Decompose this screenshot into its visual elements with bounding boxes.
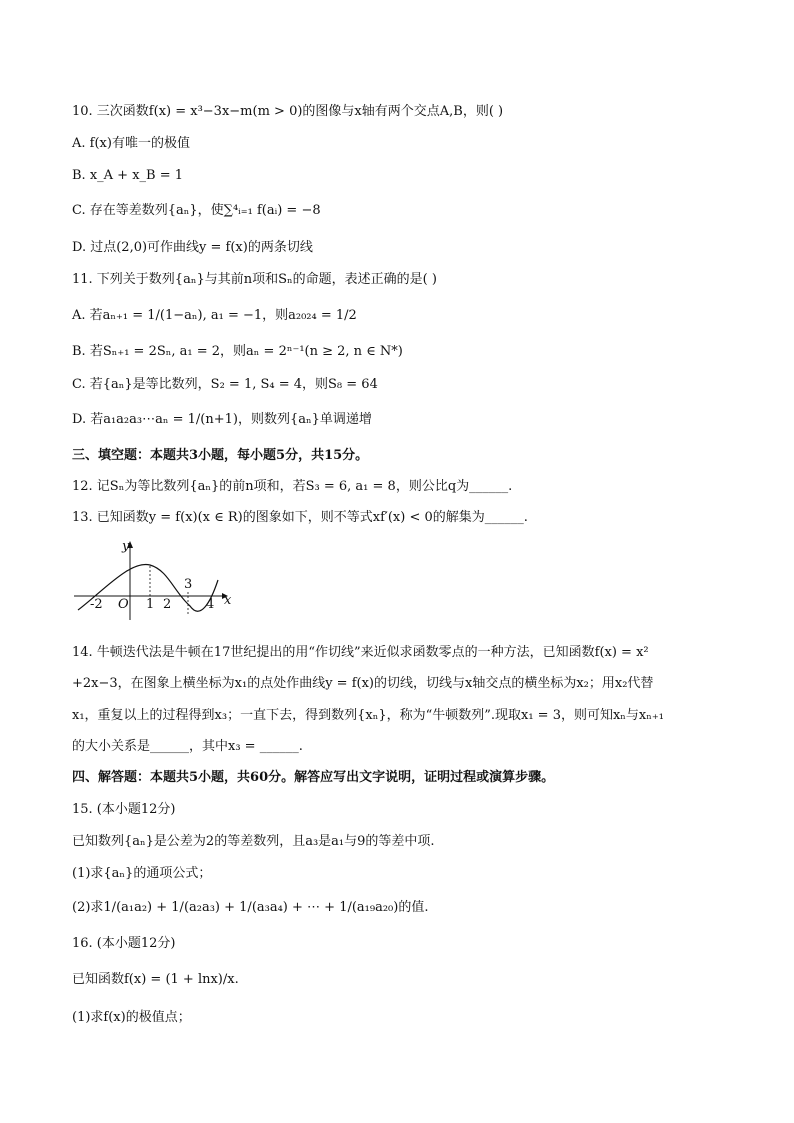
tick-label-4: 4 [206, 597, 215, 612]
function-graph-figure [72, 536, 242, 622]
q10-option-a: A. f(x)有唯一的极值 [72, 136, 190, 151]
q16-stem: 已知函数f(x) = (1 + lnx)/x. [72, 972, 239, 987]
tick-label-2: 2 [163, 597, 172, 612]
q16-title: 16. (本小题12分) [72, 936, 176, 951]
q10-stem: 10. 三次函数f(x) = x³−3x−m(m > 0)的图像与x轴有两个交点A,B，则( ) [72, 104, 504, 119]
q11-option-c: C. 若{aₙ}是等比数列，S₂ = 1, S₄ = 4，则S₈ = 64 [72, 377, 378, 392]
tick-label-3: 3 [184, 577, 193, 592]
q12-stem: 12. 记Sₙ为等比数列{aₙ}的前n项和，若S₃ = 6, a₁ = 8，则公比q为______. [72, 479, 513, 494]
tick-label-neg2: -2 [90, 597, 103, 612]
section-fill-in-heading: 三、填空题：本题共3小题，每小题5分，共15分。 [72, 448, 369, 463]
q15-part-2: (2)求1/(a₁a₂) + 1/(a₂a₃) + 1/(a₃a₄) + ⋯ + 1/(a₁₉a₂₀)的值. [72, 900, 429, 915]
q11-stem: 11. 下列关于数列{aₙ}与其前n项和Sₙ的命题，表述正确的是( ) [72, 272, 437, 287]
origin-label: O [118, 597, 129, 612]
q15-part-1: (1)求{aₙ}的通项公式； [72, 866, 212, 881]
tick-label-1: 1 [146, 597, 155, 612]
y-axis-label: y [122, 539, 130, 554]
x-axis-label: x [224, 593, 232, 608]
q10-option-c: C. 存在等差数列{aₙ}，使∑⁴ᵢ₌₁ f(aᵢ) = −8 [72, 203, 321, 218]
q16-part-1: (1)求f(x)的极值点； [72, 1010, 191, 1025]
q14-line-1: 14. 牛顿迭代法是牛顿在17世纪提出的用“作切线”来近似求函数零点的一种方法，已知函数f(x) = x² [72, 645, 649, 660]
q11-option-a: A. 若aₙ₊₁ = 1/(1−aₙ), a₁ = −1，则a₂₀₂₄ = 1/2 [72, 308, 357, 323]
q10-option-b: B. x_A + x_B = 1 [72, 168, 184, 183]
q15-title: 15. (本小题12分) [72, 802, 176, 817]
q13-stem: 13. 已知函数y = f(x)(x ∈ R)的图象如下，则不等式xf′(x) < 0的解集为______. [72, 510, 528, 525]
q14-line-2: +2x−3，在图象上横坐标为x₁的点处作曲线y = f(x)的切线，切线与x轴交点的横坐标为x₂；用x₂代替 [72, 676, 654, 691]
q14-line-4: 的大小关系是______，其中x₃ = ______. [72, 739, 303, 754]
q15-stem: 已知数列{aₙ}是公差为2的等差数列，且a₃是a₁与9的等差中项. [72, 834, 435, 849]
q11-option-d: D. 若a₁a₂a₃⋯aₙ = 1/(n+1)，则数列{aₙ}单调递增 [72, 412, 372, 427]
q14-line-3: x₁，重复以上的过程得到x₃；一直下去，得到数列{xₙ}，称为“牛顿数列”.现取x₁ = 3，则可知xₙ与xₙ₊₁ [72, 708, 664, 723]
q10-option-d: D. 过点(2,0)可作曲线y = f(x)的两条切线 [72, 240, 313, 255]
q11-option-b: B. 若Sₙ₊₁ = 2Sₙ, a₁ = 2，则aₙ = 2ⁿ⁻¹(n ≥ 2, n ∈ N*) [72, 344, 403, 359]
section-solve-heading: 四、解答题：本题共5小题，共60分。解答应写出文字说明，证明过程或演算步骤。 [72, 770, 555, 785]
